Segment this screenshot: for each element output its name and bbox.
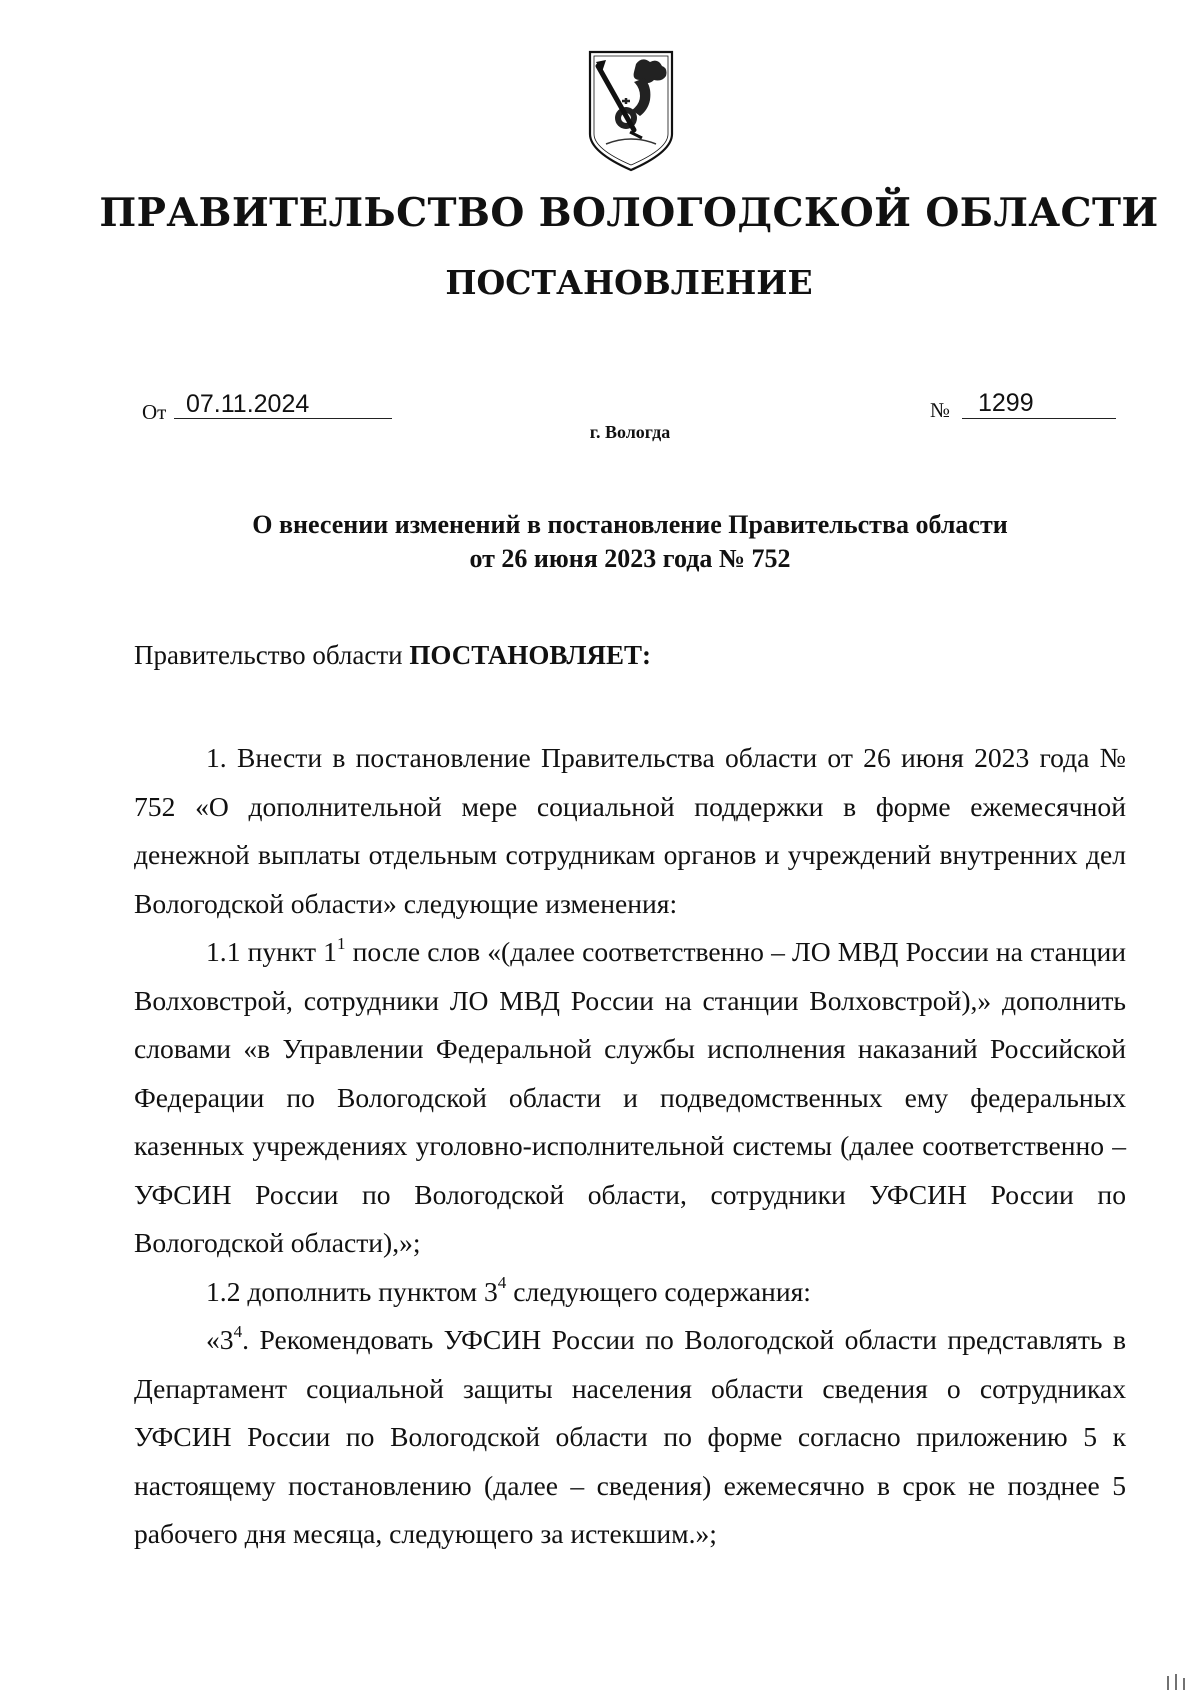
paragraph-3-4-superscript: 4 <box>233 1321 243 1341</box>
paragraph-3-4 <box>134 1316 1126 1559</box>
coat-of-arms-icon <box>586 48 676 172</box>
document-type: ПОСТАНОВЛЕНИЕ <box>445 263 813 302</box>
date-underline <box>174 418 392 419</box>
number-underline <box>962 418 1116 419</box>
preamble-text: Правительство области <box>134 640 410 670</box>
city: г. Вологда <box>589 422 671 442</box>
paragraph-1-1 <box>134 928 1126 1268</box>
paragraph-1: 1. Внести в постановление Правительства области от 26 июня 2023 года № 752 «О дополнительной мере социальной поддержки в форме ежемесячной денежной выплаты отдельным сотрудникам органов и учреждений внутренних дел Вологодской области» следующие изменения: <box>134 742 1126 919</box>
scan-mark <box>1164 1672 1190 1692</box>
paragraph-3-4-start: «3 <box>206 1324 234 1355</box>
paragraph-1-1-start: 1.1 пункт 1 <box>206 936 337 967</box>
paragraph-1-1-superscript: 1 <box>336 933 346 953</box>
paragraph-3-4-text: . Рекомендовать УФСИН России по Вологодской области представлять в Департамент социальной защиты населения области сведения о сотрудниках УФСИН России по Вологодской области по форме согласно приложению 5 к настоящему постановлению (далее – сведения) ежемесячно в срок не позднее 5 рабочего дня месяца, следующего за истекшим.»; <box>134 1324 1126 1549</box>
paragraph-1-2-start: 1.2 дополнить пунктом 3 <box>206 1275 498 1307</box>
document-body <box>134 734 1126 1559</box>
preamble <box>134 640 651 671</box>
paragraph-1-2-text: следующего содержания: <box>506 1275 811 1307</box>
date-label: От <box>142 400 167 424</box>
number-label: № <box>930 398 951 422</box>
paragraph-1-2-superscript: 4 <box>497 1273 507 1293</box>
number-value: 1299 <box>978 389 1034 417</box>
subject-line-1: О внесении изменений в постановление Правительства области <box>252 510 1008 539</box>
preamble-keyword: ПОСТАНОВЛЯЕТ: <box>409 640 651 670</box>
subject-line-2: от 26 июня 2023 года № 752 <box>469 544 791 573</box>
date-value: 07.11.2024 <box>186 390 310 418</box>
organization-title: ПРАВИТЕЛЬСТВО ВОЛОГОДСКОЙ ОБЛАСТИ <box>99 190 1159 236</box>
paragraph-1-2 <box>134 1268 1126 1317</box>
paragraph-1-1-text: после слов «(далее соответственно – ЛО МВД России на станции Волховстрой, сотрудники ЛО МВД России на станции Волховстрой),» дополнить словами «в Управлении Федеральной службы исполнения наказаний Российской Федерации по Вологодской области и подведомственных ему федеральных казенных учреждениях уголовно-исполнительной системы (далее соответственно – УФСИН России по Вологодской области, сотрудники УФСИН России по Вологодской области),»; <box>134 936 1126 1258</box>
document-subject <box>180 508 1080 576</box>
